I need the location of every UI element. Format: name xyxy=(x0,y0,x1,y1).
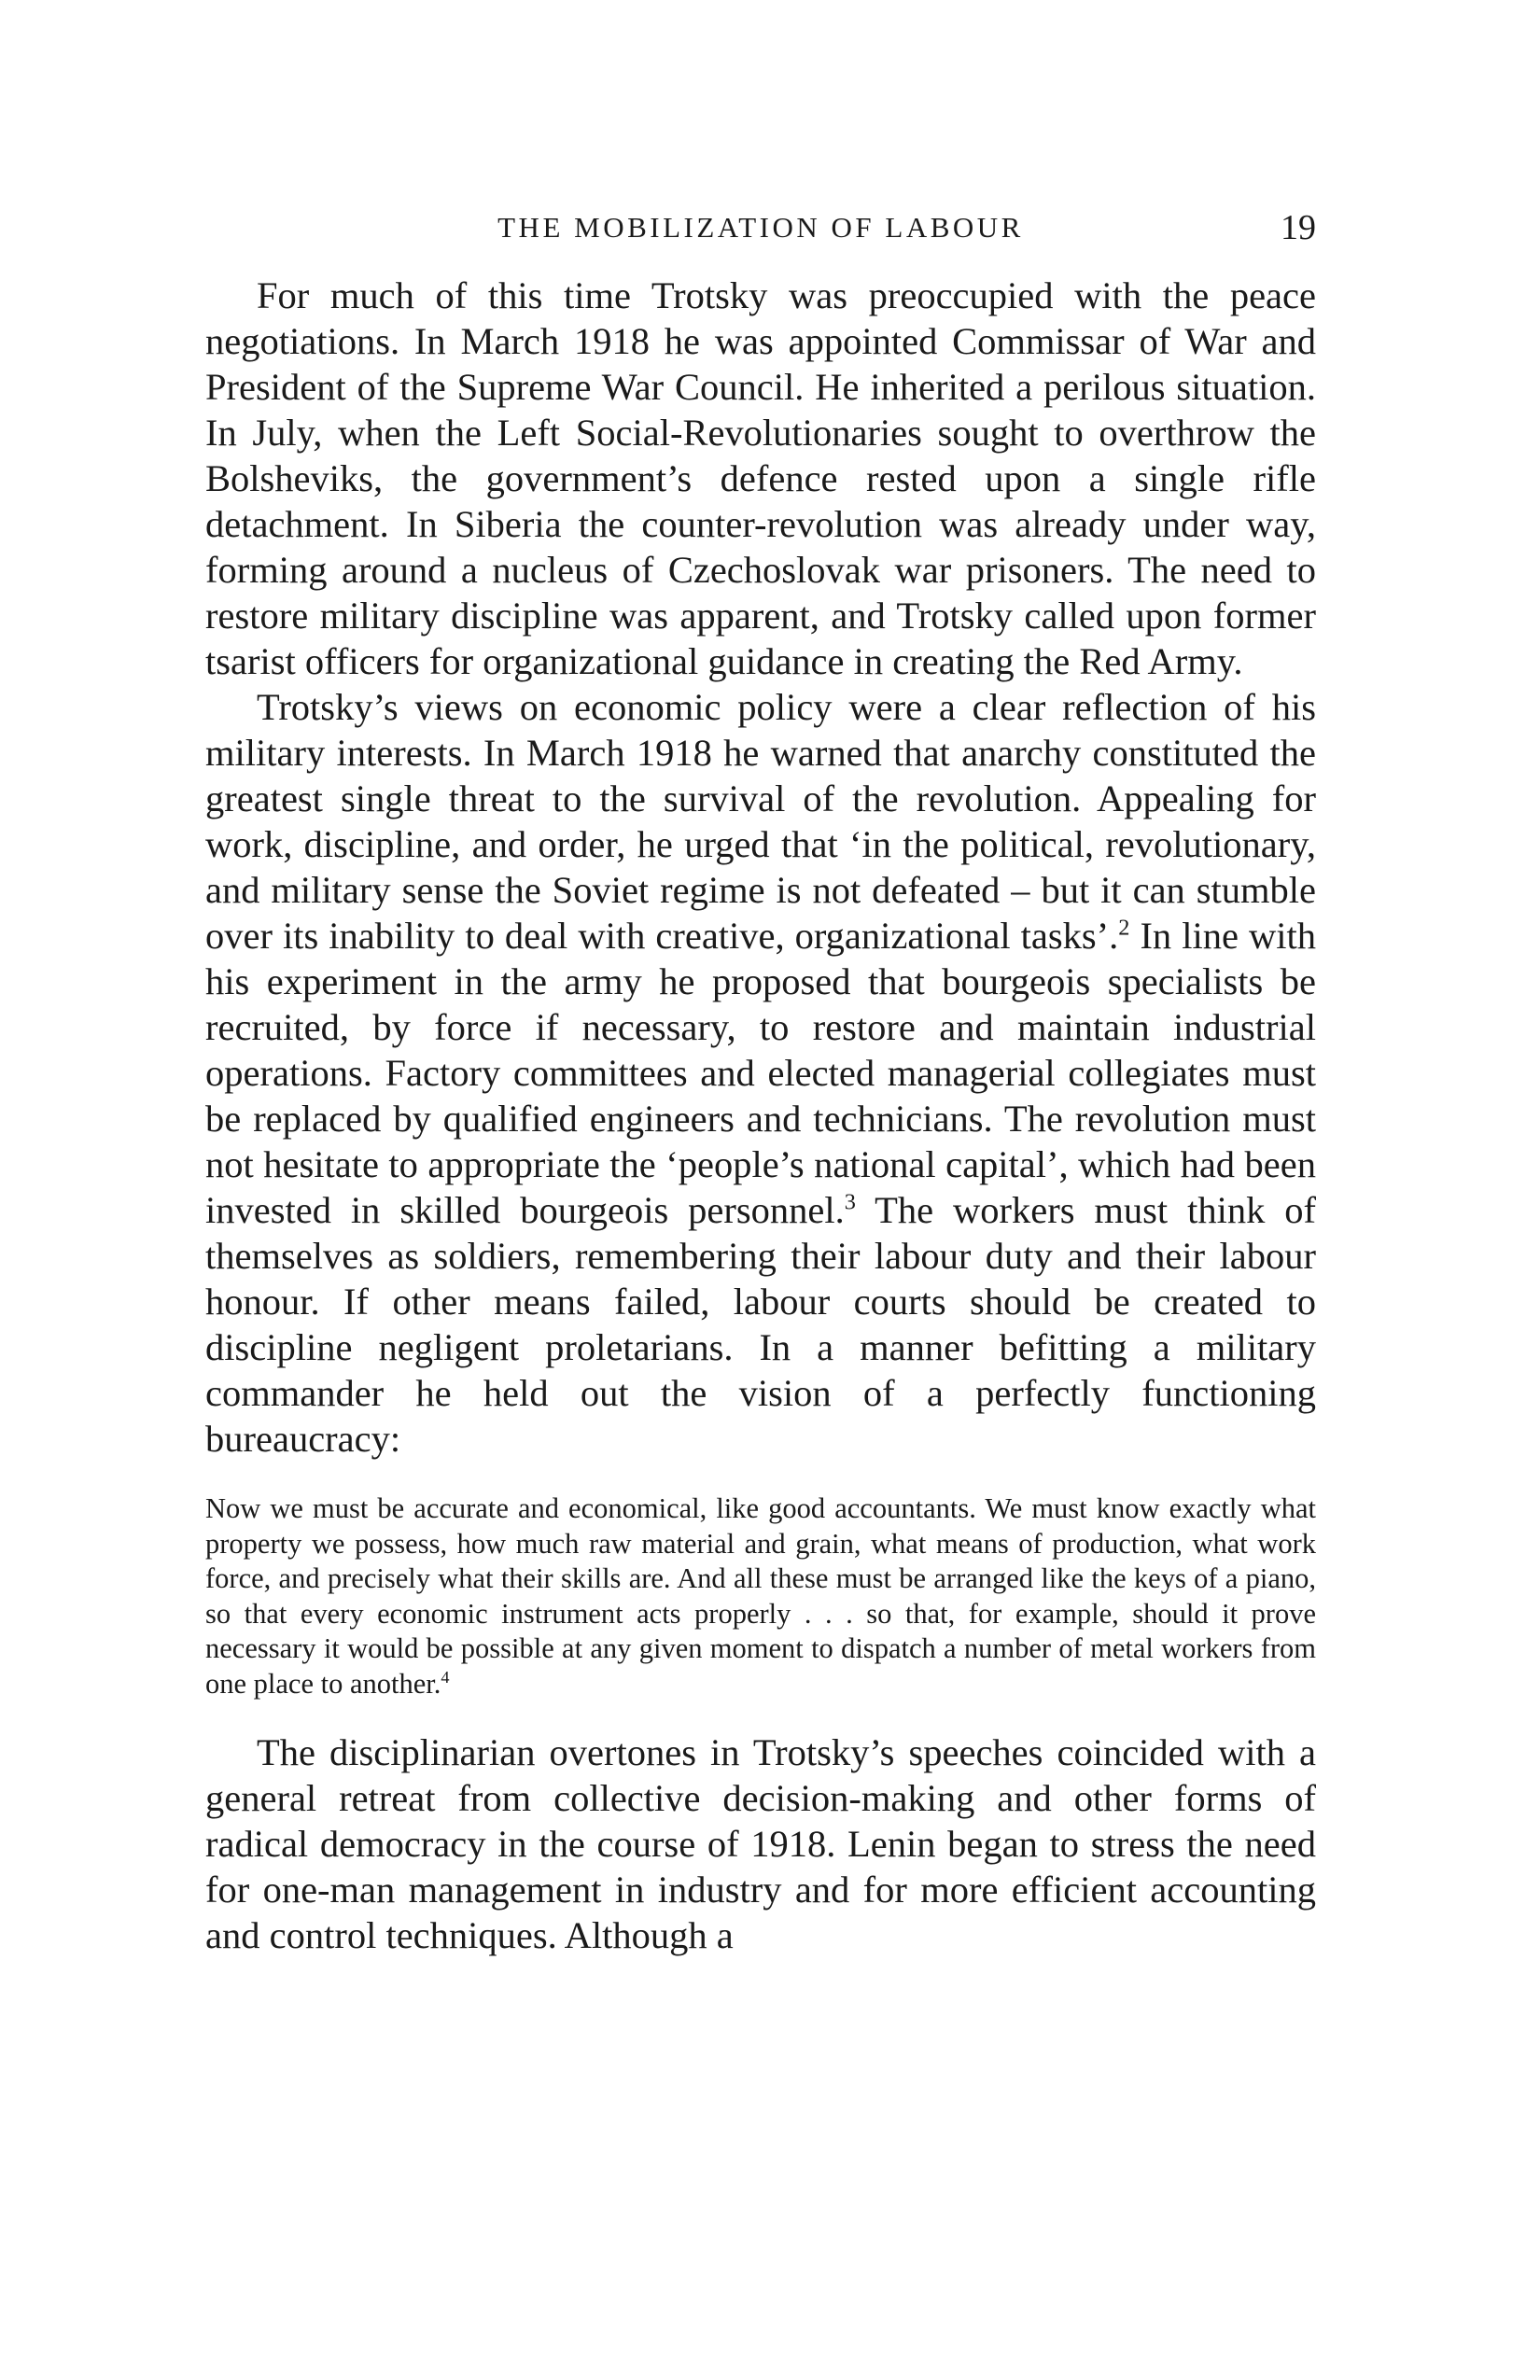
page-number: 19 xyxy=(1281,208,1316,247)
paragraph-3 xyxy=(205,1729,1316,1958)
book-page xyxy=(205,207,1316,1958)
page-header xyxy=(205,207,1316,254)
paragraph-1 xyxy=(205,273,1316,684)
paragraph-1-text: For much of this time Trotsky was preoccupied with the peace negotiations. In March 1918 he was appointed Commissar of War and President of the Supreme War Council. He inherited a perilous situation. In July, when the Left Social-Revolutionaries sought to overthrow the Bolsheviks, the government’s defence rested upon a single rifle detachment. In Siberia the counter-revolution was already under way, forming around a nucleus of Czechoslovak war prisoners. The need to restore military discipline was apparent, and Trotsky called upon former tsarist officers for organizational guidance in creating the Red Army. xyxy=(205,274,1316,682)
footnote-marker-3: 3 xyxy=(844,1189,856,1215)
paragraph-2-text-part-3: The workers must think of themselves as soldiers, remembering their labour duty and their labour honour. If other means failed, labour courts should be created to discipline negligent proletarians. In a manner befitting a military commander he held out the vision of a perfectly functioning bureaucracy: xyxy=(205,1189,1316,1460)
footnote-marker-4: 4 xyxy=(441,1667,450,1687)
running-head: THE MOBILIZATION OF LABOUR xyxy=(497,211,1024,244)
paragraph-3-text: The disciplinarian overtones in Trotsky’s speeches coincided with a general retreat from collective decision-making and other forms of radical democracy in the course of 1918. Lenin began to stress the need for one-man management in industry and for more efficient accounting and control techniques. Although a xyxy=(205,1731,1316,1956)
block-quote xyxy=(205,1491,1316,1701)
paragraph-2-text-part-1: Trotsky’s views on economic policy were a clear reflection of his military interests. In March 1918 he warned that anarchy constituted the greatest single threat to the survival of the revolution. Appealing for work, discipline, and order, he urged that ‘in the political, revolutionary, and military sense the Soviet regime is not defeated – but it can stumble over its inability to deal with creative, organizational tasks’. xyxy=(205,686,1316,957)
paragraph-2-text-part-2: In line with his experiment in the army he proposed that bourgeois specialists be recruited, by force if necessary, to restore and maintain industrial operations. Factory committees and elected managerial collegiates must be replaced by qualified engineers and technicians. The revolution must not hesitate to appropriate the ‘people’s national capital’, which had been invested in skilled bourgeois personnel. xyxy=(205,915,1316,1231)
footnote-marker-2: 2 xyxy=(1118,915,1130,941)
paragraph-2 xyxy=(205,684,1316,1462)
block-quote-text: Now we must be accurate and economical, like good accountants. We must know exactly what property we possess, how much raw material and grain, what means of production, what work force, and precisely what their skills are. And all these must be arranged like the keys of a piano, so that every economic instrument acts properly . . . so that, for example, should it prove necessary it would be possible at any given moment to dispatch a number of metal workers from one place to another. xyxy=(205,1492,1316,1700)
